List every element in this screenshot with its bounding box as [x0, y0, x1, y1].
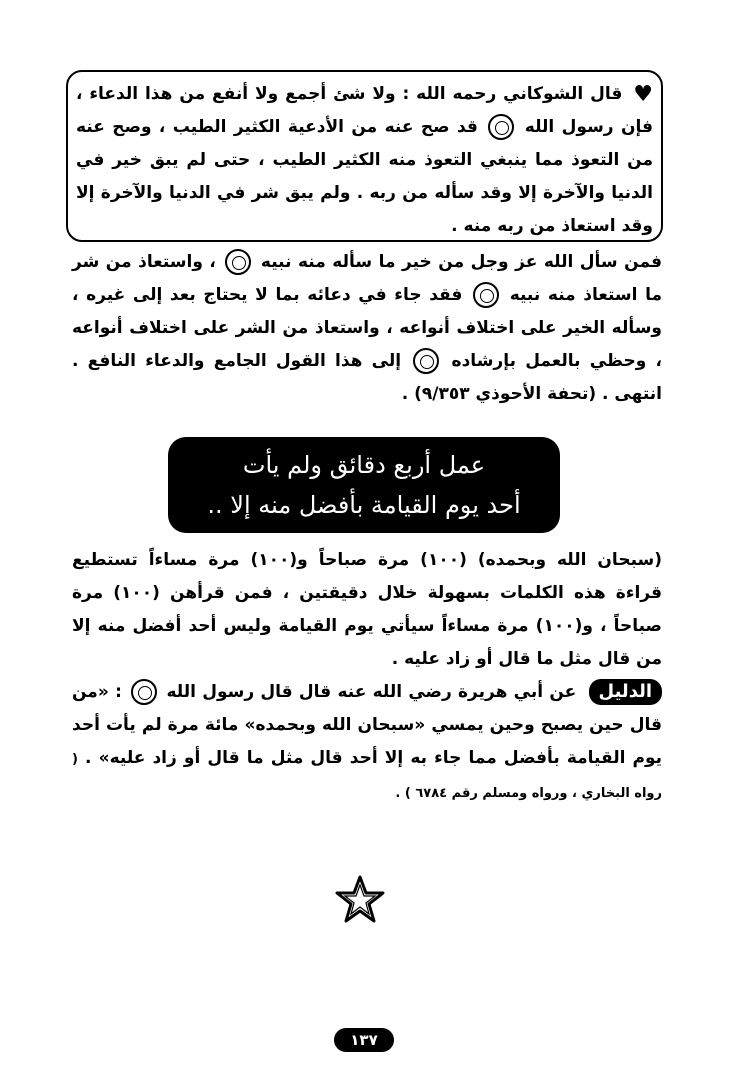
star-icon	[334, 874, 386, 926]
paragraph-three	[72, 676, 662, 810]
page-number: ١٣٧	[334, 1028, 394, 1052]
hadith-colon: :	[115, 682, 122, 702]
quote-box	[66, 70, 663, 242]
banner-line-2: أحد يوم القيامة بأفضل منه إلا ..	[207, 491, 521, 519]
hadith-text: «من قال حين يصبح وحين يمسي «سبحان الله وبحمده» مائة مرة لم يأت أحد يوم القيامة بأفضل مما جاء به إلا أحد قال مثل ما قال أو زاد عليه» .	[72, 682, 663, 768]
paragraph-one-part3: فقد جاء في دعائه بما لا يحتاج بعد إلى غيره ، وسأله الخير على اختلاف أنواعه ، واستعاذ من الشر على اختلاف أنواعه ، وحظي بالعمل بإرشاده	[72, 285, 662, 371]
prophet-seal-icon	[225, 249, 251, 275]
heart-icon: ♥	[633, 82, 653, 107]
paragraph-one-part4: إلى هذا القول الجامع والدعاء النافع . انتهى . (تحفة الأحوذي ٩/٣٥٣) .	[72, 351, 662, 404]
prophet-seal-icon	[413, 348, 439, 374]
hadith-intro: عن أبي هريرة رضي الله عنه قال قال رسول الله	[166, 682, 577, 702]
section-banner	[168, 437, 560, 533]
paragraph-one-part1: فمن سأل الله عز وجل من خير ما سأله منه نبيه	[260, 252, 662, 272]
prophet-seal-icon	[131, 679, 157, 705]
banner-line-1: عمل أربع دقائق ولم يأت	[242, 451, 486, 479]
prophet-seal-icon	[473, 282, 499, 308]
quote-text	[76, 78, 653, 243]
paragraph-one-part2: ، واستعاذ من شر ما استعاذ منه نبيه	[72, 252, 663, 305]
paragraph-two: (سبحان الله وبحمده) (١٠٠) مرة صباحاً و(١٠٠) مرة مساءاً تستطيع قراءة هذه الكلمات بسهولة خلال دقيقتين ، فمن قرأهن (١٠٠) مرة صباحاً ، و(١٠٠) مرة مساءاً سيأتي يوم القيامة وليس أحد أفضل منه إلا من قال مثل ما قال أو زاد عليه .	[72, 550, 662, 669]
quote-text-part2: قد صح عنه من الأدعية الكثير الطيب ، وصح عنه من التعوذ مما ينبغي التعوذ منه الكثير الطيب ، حتى لم يبق خير في الدنيا والآخرة إلا وقد سأله من ربه . ولم يبق شر في الدنيا والآخرة إلا وقد استعاذ من ربه منه .	[76, 117, 653, 236]
paragraph-one	[72, 246, 662, 411]
hadith-reference: ( رواه البخاري ، ورواه ومسلم رقم ٦٧٨٤ ) .	[72, 752, 662, 801]
prophet-seal-icon	[488, 114, 514, 140]
evidence-badge: الدليل	[589, 679, 663, 705]
quote-text-part1: قال الشوكاني رحمه الله : ولا شئ أجمع ولا أنفع من هذا الدعاء ، فإن رسول الله	[76, 84, 654, 137]
